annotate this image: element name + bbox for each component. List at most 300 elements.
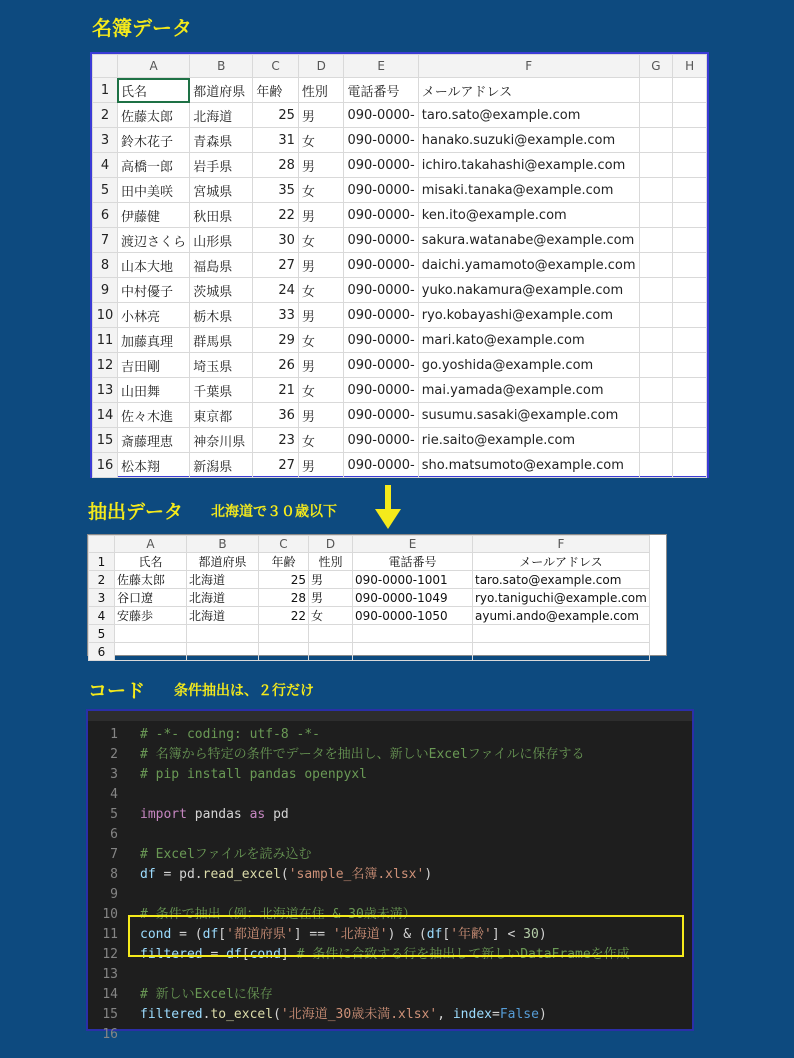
cell-mail[interactable]: taro.sato@example.com (418, 103, 639, 128)
header-row (89, 553, 650, 571)
cell-empty[interactable] (639, 103, 673, 128)
cell-age[interactable]: 30 (253, 228, 299, 253)
table-row (93, 328, 707, 353)
row-number[interactable]: 13 (93, 378, 118, 403)
code-token: read_excel (202, 867, 281, 882)
row-number[interactable]: 2 (93, 103, 118, 128)
cell-empty[interactable] (673, 303, 707, 328)
cell-tel[interactable]: 090-0000- (344, 303, 418, 328)
cell-sex[interactable]: 女 (298, 128, 344, 153)
cell-mail[interactable]: rie.saito@example.com (418, 428, 639, 453)
cell-empty[interactable] (673, 353, 707, 378)
cell-tel[interactable]: 090-0000- (344, 453, 418, 478)
table-row-empty (89, 643, 650, 661)
cell-empty[interactable] (639, 278, 673, 303)
table-row (93, 253, 707, 278)
row-number[interactable]: 4 (93, 153, 118, 178)
code-token: df (202, 927, 219, 942)
code-token: ( (273, 1007, 281, 1022)
cell-age[interactable]: 26 (253, 353, 299, 378)
code-line[interactable] (88, 785, 140, 805)
cell-empty[interactable] (473, 643, 650, 661)
cell-pref[interactable]: 秋田県 (190, 203, 253, 228)
cell-tel[interactable]: 090-0000- (344, 328, 418, 353)
cell-age[interactable]: 22 (259, 607, 309, 625)
header-row (93, 78, 707, 103)
cell-empty[interactable] (639, 153, 673, 178)
line-number: 6 (110, 827, 118, 842)
table-row (93, 278, 707, 303)
column-header-a[interactable]: A (117, 55, 189, 78)
cell-pref[interactable]: 北海道 (190, 103, 253, 128)
highlight-box (128, 915, 684, 957)
cell-age[interactable]: 27 (253, 453, 299, 478)
cell-mail[interactable]: taro.sato@example.com (473, 571, 650, 589)
column-header-b[interactable]: B (190, 55, 253, 78)
cell-age[interactable]: 35 (253, 178, 299, 203)
code-token: 'sample_名簿.xlsx' (288, 867, 425, 882)
cell-tel[interactable]: 090-0000-1001 (353, 571, 473, 589)
cell-age[interactable]: 24 (253, 278, 299, 303)
column-header-h[interactable]: H (673, 55, 707, 78)
cell-empty[interactable] (259, 643, 309, 661)
cell-mail[interactable]: ichiro.takahashi@example.com (418, 153, 639, 178)
cell-sex[interactable]: 女 (298, 228, 344, 253)
down-arrow-icon (375, 485, 401, 529)
cell-mail[interactable]: ryo.kobayashi@example.com (418, 303, 639, 328)
row-number[interactable]: 11 (93, 328, 118, 353)
code-line[interactable] (88, 885, 140, 905)
cell-name[interactable]: 斎藤理恵 (117, 428, 189, 453)
cell-age[interactable]: 25 (253, 103, 299, 128)
cell-sex[interactable]: 男 (298, 403, 344, 428)
cell-tel[interactable]: 090-0000- (344, 353, 418, 378)
cell-sex[interactable]: 男 (298, 303, 344, 328)
cell-empty[interactable] (309, 625, 353, 643)
cell-name[interactable]: 小林亮 (117, 303, 189, 328)
table-row (93, 178, 707, 203)
cell-empty[interactable] (259, 625, 309, 643)
cell-header-pref[interactable]: 都道府県 (187, 553, 259, 571)
row-number[interactable]: 3 (93, 128, 118, 153)
cell-empty[interactable] (639, 328, 673, 353)
row-number[interactable]: 9 (93, 278, 118, 303)
row-number[interactable]: 15 (93, 428, 118, 453)
cell-empty[interactable] (673, 178, 707, 203)
table-row (93, 428, 707, 453)
cell-name[interactable]: 田中美咲 (117, 178, 189, 203)
cell-age[interactable]: 22 (253, 203, 299, 228)
column-header-e[interactable]: E (353, 536, 473, 553)
line-number: 12 (102, 947, 118, 962)
cell-empty[interactable] (309, 643, 353, 661)
cell-pref[interactable]: 青森県 (190, 128, 253, 153)
cell-header-name[interactable]: 氏名 (117, 78, 189, 103)
line-number: 9 (110, 887, 118, 902)
cell-empty[interactable] (673, 328, 707, 353)
cell-mail[interactable]: mari.kato@example.com (418, 328, 639, 353)
column-header-d[interactable]: D (298, 55, 344, 78)
row-number[interactable]: 6 (93, 203, 118, 228)
code-line[interactable] (88, 1005, 547, 1025)
cell-name[interactable]: 安藤歩 (115, 607, 187, 625)
cell-empty[interactable] (639, 253, 673, 278)
cell-empty[interactable] (639, 228, 673, 253)
cell-sex[interactable]: 女 (298, 278, 344, 303)
line-number: 7 (110, 847, 118, 862)
row-number[interactable]: 12 (93, 353, 118, 378)
cell-tel[interactable]: 090-0000- (344, 203, 418, 228)
cell-sex[interactable]: 男 (298, 353, 344, 378)
cell-pref[interactable]: 北海道 (187, 571, 259, 589)
cell-name[interactable]: 高橋一郎 (117, 153, 189, 178)
code-token: = ( (171, 927, 203, 942)
cell-pref[interactable]: 福島県 (190, 253, 253, 278)
cell-age[interactable]: 21 (253, 378, 299, 403)
extract-note: 北海道で３０歳以下 (211, 504, 337, 520)
cell-tel[interactable]: 090-0000-1050 (353, 607, 473, 625)
cell-age[interactable]: 36 (253, 403, 299, 428)
code-token: = (202, 947, 227, 962)
cell-header-pref[interactable]: 都道府県 (190, 78, 253, 103)
code-token: ] < (491, 927, 524, 942)
cell-header-tel[interactable]: 電話番号 (344, 78, 418, 103)
cell-mail[interactable]: hanako.suzuki@example.com (418, 128, 639, 153)
column-header-a[interactable]: A (115, 536, 187, 553)
extract-spreadsheet (87, 534, 667, 659)
row-number[interactable]: 7 (93, 228, 118, 253)
code-token: ) (538, 1007, 547, 1022)
line-number: 15 (102, 1007, 118, 1022)
cell-empty[interactable] (639, 428, 673, 453)
column-header-c[interactable]: C (259, 536, 309, 553)
row-number[interactable]: 3 (89, 589, 115, 607)
code-token: filtered (140, 1007, 203, 1022)
line-number: 11 (102, 927, 118, 942)
cell-empty[interactable] (673, 128, 707, 153)
cell-pref[interactable]: 栃木県 (190, 303, 253, 328)
row-number[interactable]: 1 (89, 553, 115, 571)
cell-tel[interactable]: 090-0000- (344, 378, 418, 403)
code-token: [ (218, 927, 227, 942)
cell-tel[interactable]: 090-0000- (344, 253, 418, 278)
table-row (93, 303, 707, 328)
code-note: 条件抽出は、２行だけ (174, 683, 314, 699)
code-token: filtered (140, 947, 203, 962)
cell-tel[interactable]: 090-0000- (344, 403, 418, 428)
cell-age[interactable]: 23 (253, 428, 299, 453)
row-number[interactable]: 8 (93, 253, 118, 278)
cell-pref[interactable]: 宮城県 (190, 178, 253, 203)
row-number[interactable]: 14 (93, 403, 118, 428)
table-row (89, 607, 650, 625)
code-line[interactable] (88, 845, 312, 865)
cell-empty[interactable] (639, 303, 673, 328)
cell-empty[interactable] (187, 625, 259, 643)
cell-empty[interactable] (673, 253, 707, 278)
table-row (93, 453, 707, 478)
cell-empty[interactable] (115, 643, 187, 661)
cell-mail[interactable]: mai.yamada@example.com (418, 378, 639, 403)
code-token: # 条件に合致する行を抽出して新しいDataFrameを作成 (296, 947, 630, 962)
cell-name[interactable]: 山田舞 (117, 378, 189, 403)
code-token: # 条件で抽出（例：北海道在住 & 30歳未満） (140, 907, 416, 922)
cell-mail[interactable]: ken.ito@example.com (418, 203, 639, 228)
code-token: # pip install pandas openpyxl (140, 767, 367, 782)
cell-pref[interactable]: 神奈川県 (190, 428, 253, 453)
table-row-empty (89, 625, 650, 643)
line-number: 1 (110, 727, 118, 742)
line-number: 5 (110, 807, 118, 822)
cell-header-tel[interactable]: 電話番号 (353, 553, 473, 571)
code-token: cond (140, 927, 172, 942)
cell-empty[interactable] (639, 178, 673, 203)
cell-pref[interactable]: 山形県 (190, 228, 253, 253)
cell-sex[interactable]: 女 (309, 607, 353, 625)
cell-name[interactable]: 鈴木花子 (117, 128, 189, 153)
cell-empty[interactable] (473, 625, 650, 643)
cell-empty[interactable] (673, 153, 707, 178)
cell-mail[interactable]: go.yoshida@example.com (418, 353, 639, 378)
cell-tel[interactable]: 090-0000- (344, 128, 418, 153)
cell-name[interactable]: 吉田剛 (117, 353, 189, 378)
code-line[interactable] (88, 1025, 140, 1045)
code-token: . (202, 1007, 211, 1022)
cell-name[interactable]: 松本翔 (117, 453, 189, 478)
cell-empty[interactable] (673, 203, 707, 228)
cell-empty[interactable] (639, 378, 673, 403)
cell-mail[interactable]: sakura.watanabe@example.com (418, 228, 639, 253)
code-token: ) (538, 927, 547, 942)
cell-sex[interactable]: 男 (298, 253, 344, 278)
cell-name[interactable]: 佐藤太郎 (115, 571, 187, 589)
extract-table (88, 535, 650, 661)
cell-age[interactable]: 28 (253, 153, 299, 178)
meibo-spreadsheet (90, 52, 709, 478)
meibo-table (92, 54, 707, 478)
code-editor[interactable] (86, 709, 694, 1042)
cell-pref[interactable]: 東京都 (190, 403, 253, 428)
cell-age[interactable]: 27 (253, 253, 299, 278)
cell-name[interactable]: 渡辺さくら (117, 228, 189, 253)
row-number[interactable]: 10 (93, 303, 118, 328)
cell-name[interactable]: 中村優子 (117, 278, 189, 303)
cell-tel[interactable]: 090-0000- (344, 278, 418, 303)
code-token: import (140, 807, 187, 822)
code-line[interactable] (88, 765, 367, 785)
code-token: ( (280, 867, 289, 882)
table-row (93, 403, 707, 428)
cell-empty[interactable] (639, 453, 673, 478)
cell-sex[interactable]: 男 (298, 153, 344, 178)
line-number: 2 (110, 747, 118, 762)
cell-age[interactable]: 33 (253, 303, 299, 328)
cell-sex[interactable]: 男 (298, 453, 344, 478)
code-token: '都道府県' (226, 927, 294, 942)
code-line[interactable] (88, 725, 320, 745)
cell-mail[interactable]: ryo.taniguchi@example.com (473, 589, 650, 607)
code-line[interactable] (88, 825, 140, 845)
code-token: [ (442, 927, 451, 942)
cell-name[interactable]: 加藤真理 (117, 328, 189, 353)
cell-empty[interactable] (673, 228, 707, 253)
column-header-b[interactable]: B (187, 536, 259, 553)
cell-age[interactable]: 31 (253, 128, 299, 153)
cell-mail[interactable]: daichi.yamamoto@example.com (418, 253, 639, 278)
cell-header-name[interactable]: 氏名 (115, 553, 187, 571)
code-token: df (426, 927, 443, 942)
cell-pref[interactable]: 群馬県 (190, 328, 253, 353)
cell-sex[interactable]: 男 (309, 571, 353, 589)
cell-empty[interactable] (673, 278, 707, 303)
cell-header-age[interactable]: 年齢 (253, 78, 299, 103)
cell-empty[interactable] (353, 643, 473, 661)
cell-empty[interactable] (639, 128, 673, 153)
column-header-d[interactable]: D (309, 536, 353, 553)
column-header-f[interactable]: F (473, 536, 650, 553)
cell-empty[interactable] (187, 643, 259, 661)
table-row (93, 103, 707, 128)
code-line[interactable] (88, 745, 585, 765)
table-row (89, 589, 650, 607)
line-number: 13 (102, 967, 118, 982)
cell-sex[interactable]: 女 (298, 328, 344, 353)
cell-header-mail[interactable]: メールアドレス (473, 553, 650, 571)
cell-tel[interactable]: 090-0000- (344, 178, 418, 203)
row-number[interactable]: 6 (89, 643, 115, 661)
cell-empty[interactable] (639, 353, 673, 378)
cell-header-sex[interactable]: 性別 (298, 78, 344, 103)
cell-age[interactable]: 29 (253, 328, 299, 353)
cell-mail[interactable]: susumu.sasaki@example.com (418, 403, 639, 428)
row-number[interactable]: 5 (93, 178, 118, 203)
row-number[interactable]: 5 (89, 625, 115, 643)
code-line[interactable] (88, 985, 273, 1005)
cell-name[interactable]: 伊藤健 (117, 203, 189, 228)
code-line[interactable] (88, 865, 432, 885)
code-token: cond (249, 947, 281, 962)
cell-empty[interactable] (353, 625, 473, 643)
code-token: # -*- coding: utf-8 -*- (140, 727, 321, 742)
cell-mail[interactable]: yuko.nakamura@example.com (418, 278, 639, 303)
code-token: pd (265, 807, 289, 822)
cell-header-sex[interactable]: 性別 (309, 553, 353, 571)
code-token: = pd. (155, 867, 203, 882)
row-number[interactable]: 2 (89, 571, 115, 589)
code-token: # 新しいExcelに保存 (140, 987, 273, 1002)
code-token: # Excelファイルを読み込む (140, 847, 312, 862)
line-number: 8 (110, 867, 118, 882)
column-header-f[interactable]: F (418, 55, 639, 78)
cell-tel[interactable]: 090-0000- (344, 153, 418, 178)
code-title: コード (88, 680, 146, 702)
cell-tel[interactable]: 090-0000- (344, 428, 418, 453)
cell-mail[interactable]: ayumi.ando@example.com (473, 607, 650, 625)
cell-pref[interactable]: 北海道 (187, 589, 259, 607)
row-number[interactable]: 16 (93, 453, 118, 478)
line-number: 10 (102, 907, 118, 922)
cell-tel[interactable]: 090-0000- (344, 228, 418, 253)
code-token: False (499, 1007, 539, 1022)
cell-sex[interactable]: 男 (298, 203, 344, 228)
cell-pref[interactable]: 新潟県 (190, 453, 253, 478)
column-header-g[interactable]: G (639, 55, 673, 78)
cell-empty[interactable] (115, 625, 187, 643)
code-token: , (437, 1007, 453, 1022)
cell-pref[interactable]: 埼玉県 (190, 353, 253, 378)
code-line[interactable] (88, 805, 289, 825)
cell-empty[interactable] (639, 403, 673, 428)
cell-name[interactable]: 谷口遼 (115, 589, 187, 607)
extract-title: 抽出データ (88, 501, 184, 523)
cell-mail[interactable]: misaki.tanaka@example.com (418, 178, 639, 203)
cell-tel[interactable]: 090-0000-1049 (353, 589, 473, 607)
cell-empty[interactable] (673, 78, 707, 103)
cell-name[interactable]: 佐々木進 (117, 403, 189, 428)
cell-pref[interactable]: 岩手県 (190, 153, 253, 178)
cell-empty[interactable] (673, 453, 707, 478)
code-token: '北海道_30歳未満.xlsx' (280, 1007, 438, 1022)
column-header-e[interactable]: E (344, 55, 418, 78)
column-header-c[interactable]: C (253, 55, 299, 78)
cell-sex[interactable]: 男 (309, 589, 353, 607)
cell-empty[interactable] (673, 103, 707, 128)
cell-sex[interactable]: 女 (298, 428, 344, 453)
cell-sex[interactable]: 女 (298, 378, 344, 403)
table-row (89, 571, 650, 589)
cell-name[interactable]: 佐藤太郎 (117, 103, 189, 128)
cell-header-mail[interactable]: メールアドレス (418, 78, 639, 103)
cell-pref[interactable]: 千葉県 (190, 378, 253, 403)
cell-age[interactable]: 28 (259, 589, 309, 607)
cell-empty[interactable] (673, 428, 707, 453)
cell-tel[interactable]: 090-0000- (344, 103, 418, 128)
cell-name[interactable]: 山本大地 (117, 253, 189, 278)
cell-header-age[interactable]: 年齢 (259, 553, 309, 571)
code-token: '北海道' (332, 927, 388, 942)
table-row (93, 378, 707, 403)
code-token: df (140, 867, 156, 882)
cell-pref[interactable]: 北海道 (187, 607, 259, 625)
table-row (93, 153, 707, 178)
cell-empty[interactable] (639, 78, 673, 103)
code-token: ] == (293, 927, 333, 942)
code-token: [ (241, 947, 250, 962)
line-number: 4 (110, 787, 118, 802)
cell-empty[interactable] (673, 378, 707, 403)
cell-mail[interactable]: sho.matsumoto@example.com (418, 453, 639, 478)
table-row (93, 203, 707, 228)
table-row (93, 128, 707, 153)
code-token: df (226, 947, 242, 962)
cell-age[interactable]: 25 (259, 571, 309, 589)
row-number[interactable]: 1 (93, 78, 118, 103)
cell-empty[interactable] (639, 203, 673, 228)
cell-pref[interactable]: 茨城県 (190, 278, 253, 303)
line-number: 16 (102, 1027, 118, 1042)
code-token: as (249, 807, 266, 822)
cell-sex[interactable]: 女 (298, 178, 344, 203)
cell-sex[interactable]: 男 (298, 103, 344, 128)
line-number: 14 (102, 987, 118, 1002)
select-all-corner[interactable] (89, 536, 115, 553)
row-number[interactable]: 4 (89, 607, 115, 625)
code-token: '年齢' (450, 927, 492, 942)
code-line[interactable] (88, 965, 140, 985)
select-all-corner[interactable] (93, 55, 118, 78)
code-token: # 名簿から特定の条件でデータを抽出し、新しいExcelファイルに保存する (140, 747, 585, 762)
cell-empty[interactable] (673, 403, 707, 428)
